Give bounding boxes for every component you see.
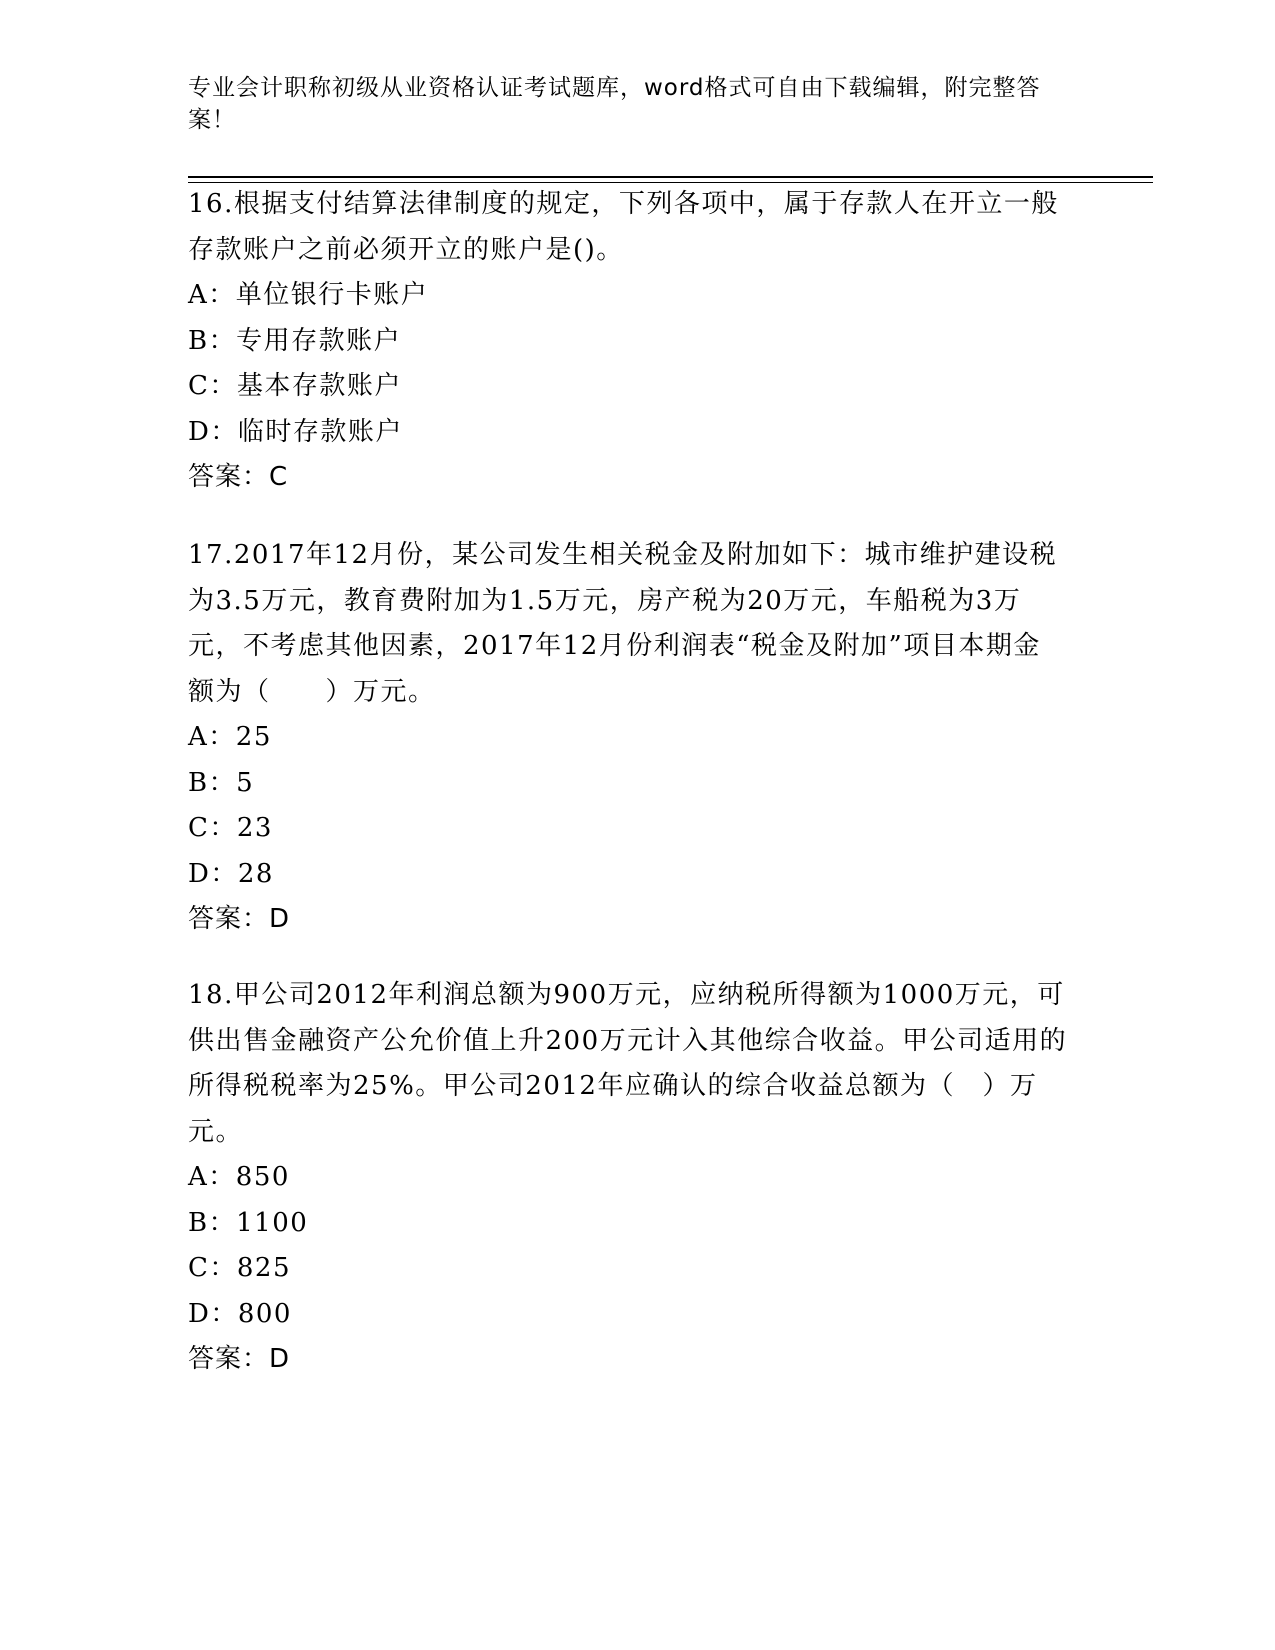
question-stem: 17.2017年12月份，某公司发生相关税金及附加如下：城市维护建设税为3.5万元，教育费附加为1.5万元，房产税为20万元，车船税为3万元，不考虑其他因素，2017年12月份利润表“税金及附加”项目本期金额为（ ）万元。 (188, 540, 1058, 707)
answer-line: 答案：D (188, 1344, 291, 1374)
answer-line: 答案：D (188, 904, 291, 934)
answer-line: 答案：C (188, 462, 289, 492)
option-a: A：25 (188, 722, 272, 752)
header-divider-thick (188, 176, 1153, 178)
option-c: C：825 (188, 1253, 292, 1283)
option-d: D：临时存款账户 (188, 416, 403, 447)
option-a: A：单位银行卡账户 (188, 280, 429, 310)
option-b: B：1100 (188, 1207, 309, 1238)
option-d: D：800 (188, 1298, 292, 1329)
option-c: C：23 (188, 813, 273, 843)
option-b: B：专用存款账户 (188, 325, 402, 356)
question-16 (188, 182, 1068, 501)
option-a: A：850 (188, 1162, 290, 1192)
document-header: 专业会计职称初级从业资格认证考试题库，word格式可自由下载编辑，附完整答案！ (188, 75, 1041, 133)
option-c: C：基本存款账户 (188, 371, 402, 401)
option-d: D：28 (188, 858, 274, 889)
question-stem: 18.甲公司2012年利润总额为900万元，应纳税所得额为1000万元，可供出售金融资产公允价值上升200万元计入其他综合收益。甲公司适用的所得税税率为25%。甲公司2012年应确认的综合收益总额为（ ）万元。 (188, 980, 1068, 1147)
option-b: B：5 (188, 767, 255, 798)
question-17 (188, 533, 1068, 943)
question-stem: 16.根据支付结算法律制度的规定，下列各项中，属于存款人在开立一般存款账户之前必须开立的账户是()。 (188, 189, 1059, 265)
question-18 (188, 973, 1068, 1383)
